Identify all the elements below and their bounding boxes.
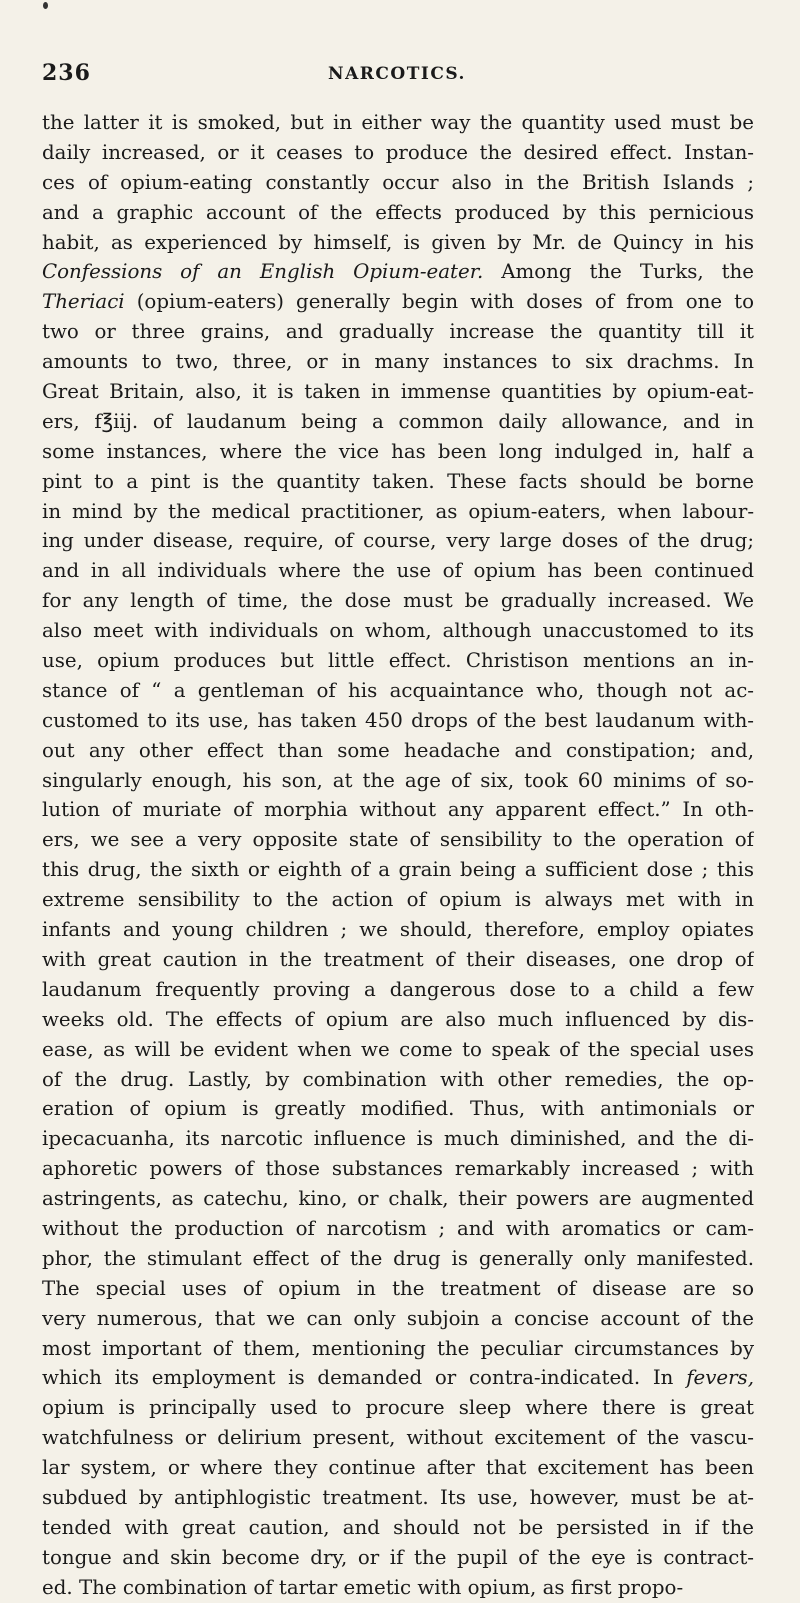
text-line <box>42 1035 754 1065</box>
text-line <box>42 347 754 377</box>
text-segment: which its employment is demanded or contra-indicated. In <box>42 1366 687 1390</box>
text-line <box>42 198 754 228</box>
text-line <box>42 795 754 825</box>
body-text <box>42 108 754 1603</box>
page-speck <box>43 2 48 9</box>
text-segment: use, opium produces but little effect. Christison mentions an in- <box>42 649 754 673</box>
text-line <box>42 1244 754 1274</box>
text-segment: Among the Turks, the <box>483 260 754 284</box>
text-segment: lution of muriate of morphia without any apparent effect.” In oth- <box>42 798 754 822</box>
text-segment: (opium-eaters) generally begin with doses of from one to <box>124 290 754 314</box>
text-segment: two or three grains, and gradually increase the quantity till it <box>42 320 754 344</box>
text-segment: astringents, as catechu, kino, or chalk, their powers are augmented <box>42 1187 754 1211</box>
text-segment: opium is principally used to procure sleep where there is great <box>42 1396 754 1420</box>
text-segment: ipecacuanha, its narcotic influence is much diminished, and the di- <box>42 1127 754 1151</box>
page-header <box>42 60 752 90</box>
text-line <box>42 526 754 556</box>
text-segment: and in all individuals where the use of opium has been continued <box>42 559 754 583</box>
text-segment: very numerous, that we can only subjoin a concise account of the <box>42 1306 754 1330</box>
text-line <box>42 1393 754 1423</box>
text-line <box>42 1483 754 1513</box>
text-line <box>42 766 754 796</box>
text-segment: habit, as experienced by himself, is given by Mr. de Quincy in his <box>42 230 754 254</box>
text-line <box>42 1124 754 1154</box>
text-line <box>42 1543 754 1573</box>
text-line <box>42 616 754 646</box>
text-line <box>42 855 754 885</box>
text-segment: extreme sensibility to the action of opium is always met with in <box>42 888 754 912</box>
text-line <box>42 825 754 855</box>
text-line <box>42 1573 754 1603</box>
text-segment: also meet with individuals on whom, although unaccustomed to its <box>42 619 754 643</box>
text-line <box>42 1065 754 1095</box>
text-segment: lar system, or where they continue after that excitement has been <box>42 1456 754 1480</box>
italic-text: Confessions of an English Opium-eater. <box>42 260 484 284</box>
text-line <box>42 1184 754 1214</box>
text-segment: customed to its use, has taken 450 drops of the best laudanum with- <box>42 708 754 732</box>
text-segment: in mind by the medical practitioner, as opium-eaters, when labour- <box>42 499 754 523</box>
text-line <box>42 407 754 437</box>
text-segment: ces of opium-eating constantly occur also in the British Islands ; <box>42 170 754 194</box>
text-segment: pint to a pint is the quantity taken. These facts should be borne <box>42 469 754 493</box>
running-title: NARCOTICS. <box>328 64 466 84</box>
text-segment: ease, as will be evident when we come to speak of the special uses <box>42 1037 754 1061</box>
text-line <box>42 1513 754 1543</box>
text-segment: The special uses of opium in the treatment of disease are so <box>42 1276 754 1300</box>
page-number: 236 <box>42 60 91 86</box>
text-segment: weeks old. The effects of opium are also much influenced by dis- <box>42 1007 754 1031</box>
text-line <box>42 556 754 586</box>
text-segment: subdued by antiphlogistic treatment. Its use, however, must be at- <box>42 1485 754 1509</box>
text-segment: laudanum frequently proving a dangerous dose to a child a few <box>42 977 754 1001</box>
text-segment: ed. The combination of tartar emetic with opium, as first propo- <box>42 1575 684 1599</box>
text-line <box>42 377 754 407</box>
text-line <box>42 1423 754 1453</box>
text-line <box>42 437 754 467</box>
text-segment: some instances, where the vice has been long indulged in, half a <box>42 439 754 463</box>
text-segment: ers, we see a very opposite state of sensibility to the operation of <box>42 828 754 852</box>
text-line <box>42 228 754 258</box>
text-segment: tongue and skin become dry, or if the pupil of the eye is contract- <box>42 1545 754 1569</box>
text-line <box>42 1363 754 1393</box>
text-segment: infants and young children ; we should, therefore, employ opiates <box>42 918 754 942</box>
text-line <box>42 138 754 168</box>
text-line <box>42 317 754 347</box>
text-line <box>42 257 754 287</box>
text-line <box>42 467 754 497</box>
text-segment: ing under disease, require, of course, very large doses of the drug; <box>42 529 754 553</box>
text-line <box>42 1154 754 1184</box>
text-line <box>42 1094 754 1124</box>
text-line <box>42 945 754 975</box>
text-segment: tended with great caution, and should not be persisted in if the <box>42 1515 754 1539</box>
text-line <box>42 1304 754 1334</box>
text-segment: without the production of narcotism ; and with aromatics or cam- <box>42 1216 754 1240</box>
text-segment: the latter it is smoked, but in either way the quantity used must be <box>42 111 754 134</box>
text-segment: out any other effect than some headache and constipation; and, <box>42 738 754 762</box>
text-segment: eration of opium is greatly modified. Thus, with antimonials or <box>42 1097 754 1121</box>
text-line <box>42 1453 754 1483</box>
text-line <box>42 497 754 527</box>
text-segment: stance of “ a gentleman of his acquaintance who, though not ac- <box>42 678 754 702</box>
text-segment: watchfulness or delirium present, without excitement of the vascu- <box>42 1426 754 1450</box>
text-segment: of the drug. Lastly, by combination with other remedies, the op- <box>42 1067 754 1091</box>
text-segment: with great caution in the treatment of their diseases, one drop of <box>42 947 754 971</box>
text-line <box>42 1214 754 1244</box>
text-line <box>42 586 754 616</box>
text-line <box>42 168 754 198</box>
text-segment: and a graphic account of the effects produced by this pernicious <box>42 200 754 224</box>
text-segment: this drug, the sixth or eighth of a grain being a sufficient dose ; this <box>42 858 754 882</box>
text-line <box>42 676 754 706</box>
text-segment: ers, f℥iij. of laudanum being a common daily allowance, and in <box>42 409 754 433</box>
italic-text: fevers, <box>686 1366 754 1390</box>
italic-text: Theriaci <box>42 290 125 314</box>
text-line <box>42 736 754 766</box>
text-line <box>42 1274 754 1304</box>
text-segment: phor, the stimulant effect of the drug is generally only manifested. <box>42 1246 754 1270</box>
text-segment: most important of them, mentioning the peculiar circumstances by <box>42 1336 754 1360</box>
text-line <box>42 287 754 317</box>
text-line <box>42 706 754 736</box>
text-line <box>42 646 754 676</box>
text-line <box>42 885 754 915</box>
text-line <box>42 1334 754 1364</box>
text-segment: singularly enough, his son, at the age of six, took 60 minims of so- <box>42 768 754 792</box>
text-segment: for any length of time, the dose must be gradually increased. We <box>42 589 754 613</box>
text-segment: amounts to two, three, or in many instances to six drachms. In <box>42 350 754 374</box>
text-line <box>42 975 754 1005</box>
text-line <box>42 915 754 945</box>
text-segment: daily increased, or it ceases to produce the desired effect. Instan- <box>42 140 754 164</box>
text-segment: Great Britain, also, it is taken in immense quantities by opium-eat- <box>42 380 754 404</box>
text-line <box>42 1005 754 1035</box>
text-line <box>42 108 754 138</box>
text-segment: aphoretic powers of those substances remarkably increased ; with <box>42 1157 754 1181</box>
